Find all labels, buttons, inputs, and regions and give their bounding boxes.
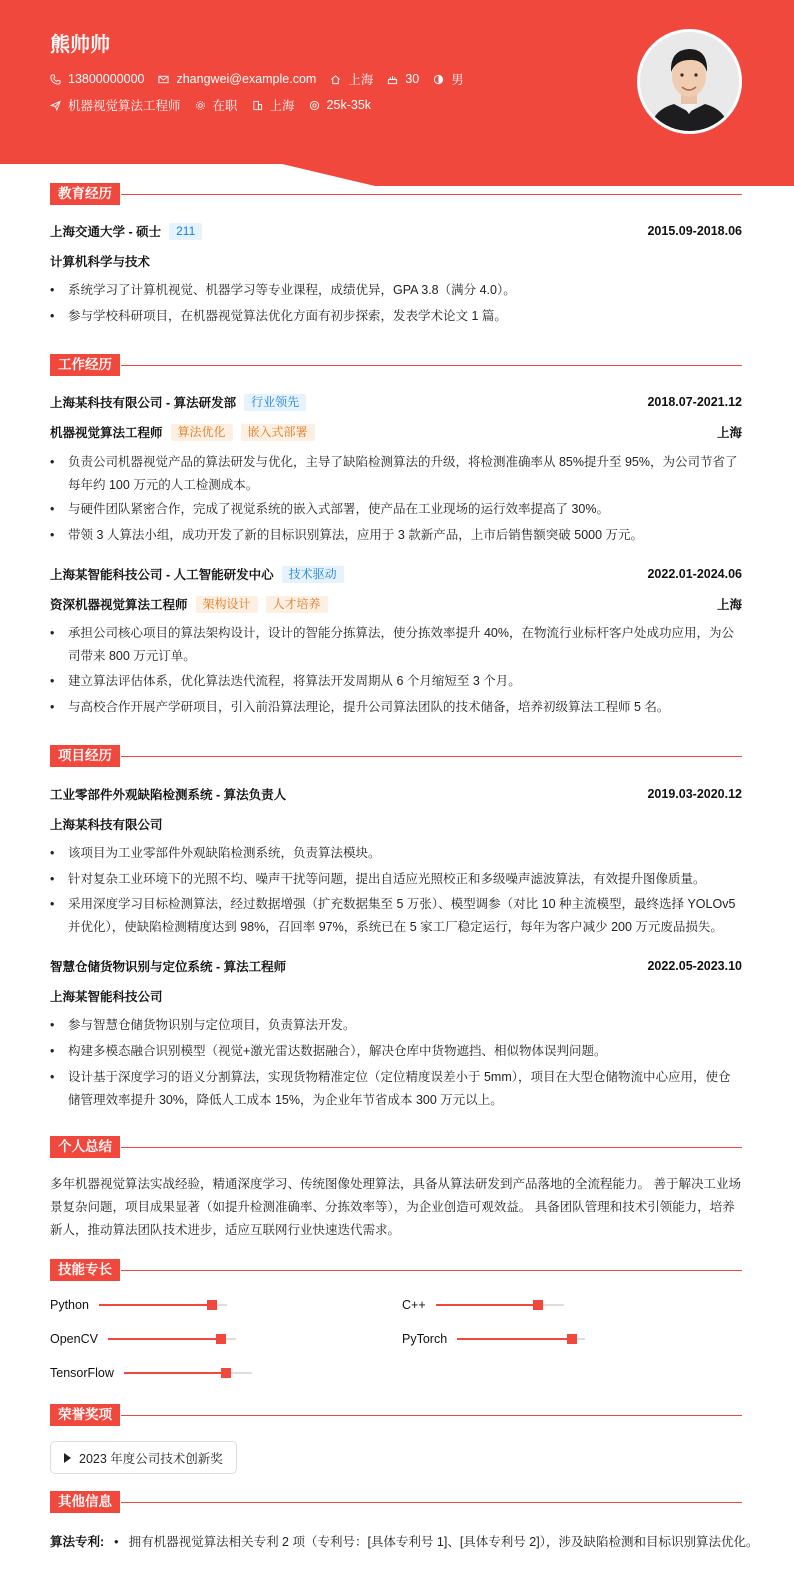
section-other — [50, 1491, 742, 1513]
city-info — [330, 70, 373, 88]
work-role-row — [50, 423, 742, 441]
skill-bar-fill — [436, 1304, 538, 1306]
work-location: 上海 — [716, 426, 742, 440]
section-title: 项目经历 — [50, 745, 120, 767]
section-divider — [121, 1147, 742, 1148]
gender-icon — [433, 74, 444, 85]
skill-bar — [457, 1338, 585, 1340]
home-icon — [330, 74, 341, 85]
contact-row — [50, 70, 478, 88]
skill-bar-knob — [533, 1300, 543, 1310]
section-divider — [121, 1270, 742, 1271]
project-company: 上海某科技有限公司 — [50, 818, 163, 832]
project-date: 2019.03-2020.12 — [647, 787, 742, 801]
role-tag: 算法优化 — [171, 424, 233, 441]
list-item: • 带领 3 人算法小组，成功开发了新的目标识别算法，应用于 3 款新产品，上市后销售额突破 5000 万元。 — [50, 524, 742, 547]
status-text: 在职 — [212, 99, 238, 113]
phone-info — [50, 72, 144, 86]
play-icon — [64, 1453, 71, 1463]
skill-bar-fill — [108, 1338, 221, 1340]
section-education — [50, 183, 742, 205]
education-date: 2015.09-2018.06 — [647, 224, 742, 238]
work-header — [50, 565, 742, 583]
list-item: • 参与智慧仓储货物识别与定位项目，负责算法开发。 — [50, 1014, 742, 1037]
target-job-info — [50, 96, 181, 114]
candidate-name: 熊帅帅 — [50, 34, 110, 56]
building-icon — [252, 100, 263, 111]
section-title: 工作经历 — [50, 354, 120, 376]
resume-header — [0, 0, 794, 186]
avatar-photo — [640, 32, 739, 131]
bullet-dot: • — [114, 1535, 119, 1549]
status-info — [195, 96, 238, 114]
section-divider — [121, 365, 742, 366]
project-header — [50, 957, 742, 975]
award-text: 2023 年度公司技术创新奖 — [79, 1451, 223, 1466]
target-city-info — [252, 96, 295, 114]
company-tag: 行业领先 — [244, 394, 306, 411]
skill-tensorflow — [50, 1366, 252, 1380]
skill-name: Python — [50, 1298, 89, 1312]
work-date: 2022.01-2024.06 — [647, 567, 742, 581]
skill-bar — [124, 1372, 252, 1374]
project-company: 上海某智能科技公司 — [50, 990, 163, 1004]
section-awards — [50, 1404, 742, 1426]
skill-bar-knob — [216, 1334, 226, 1344]
other-info-row — [50, 1531, 758, 1554]
salary-info — [309, 98, 371, 112]
work-date: 2018.07-2021.12 — [647, 395, 742, 409]
project-name: 智慧仓储货物识别与定位系统 - 算法工程师 — [50, 960, 287, 974]
section-project — [50, 745, 742, 767]
project-name: 工业零部件外观缺陷检测系统 - 算法负责人 — [50, 788, 287, 802]
project-date: 2022.05-2023.10 — [647, 959, 742, 973]
company-name: 上海某智能科技公司 - 人工智能研发中心 — [50, 568, 274, 582]
skill-python — [50, 1298, 227, 1312]
list-item: • 设计基于深度学习的语义分割算法，实现货物精准定位（定位精度误差小于 5mm），项目在大型仓储物流中心应用，使仓储管理效率提升 30%，降低人工成本 15%，为企业年节省成本 300 万元以上。 — [50, 1066, 742, 1112]
role-title: 机器视觉算法工程师 — [50, 426, 163, 440]
section-divider — [121, 194, 742, 195]
section-summary — [50, 1136, 742, 1158]
skill-bar-fill — [99, 1304, 212, 1306]
role-tag: 架构设计 — [196, 596, 258, 613]
city-text: 上海 — [348, 73, 374, 87]
list-item: • 与高校合作开展产学研项目，引入前沿算法理论，提升公司算法团队的技术储备，培养初级算法工程师 5 名。 — [50, 696, 742, 719]
other-text: 拥有机器视觉算法相关专利 2 项（专利号：[具体专利号 1]、[具体专利号 2]），涉及缺陷检测和目标识别算法优化。 — [128, 1535, 759, 1549]
skill-pytorch — [402, 1332, 585, 1346]
email-text: zhangwei@example.com — [176, 72, 317, 86]
company-tag: 技术驱动 — [282, 566, 344, 583]
skill-bar-knob — [221, 1368, 231, 1378]
work-role-row — [50, 595, 742, 613]
section-title: 教育经历 — [50, 183, 120, 205]
list-item: • 参与学校科研项目，在机器视觉算法优化方面有初步探索，发表学术论文 1 篇。 — [50, 305, 742, 328]
salary-text: 25k-35k — [326, 98, 372, 112]
education-header — [50, 222, 742, 240]
major: 计算机科学与技术 — [50, 255, 151, 269]
list-item: • 与硬件团队紧密合作，完成了视觉系统的嵌入式部署，使产品在工业现场的运行效率提高了 30%。 — [50, 498, 742, 521]
skill-name: C++ — [402, 1298, 426, 1312]
job-intent-row — [50, 96, 385, 114]
avatar — [637, 29, 742, 134]
skill-name: OpenCV — [50, 1332, 98, 1346]
skill-bar-fill — [457, 1338, 572, 1340]
school-name: 上海交通大学 - 硕士 — [50, 225, 162, 239]
gender-text: 男 — [451, 73, 464, 87]
section-title: 其他信息 — [50, 1491, 120, 1513]
work-header — [50, 393, 742, 411]
email-info — [158, 72, 316, 86]
skill-name: TensorFlow — [50, 1366, 114, 1380]
phone-icon — [50, 74, 61, 85]
skill-bar — [436, 1304, 564, 1306]
company-name: 上海某科技有限公司 - 算法研发部 — [50, 396, 237, 410]
award-item — [50, 1441, 237, 1474]
list-item: • 负责公司机器视觉产品的算法研发与优化，主导了缺陷检测算法的升级，将检测准确率从 85%提升至 95%，为公司节省了每年约 100 万元的人工检测成本。 — [50, 451, 742, 497]
skill-bar-fill — [124, 1372, 226, 1374]
age-text: 30 — [405, 72, 420, 86]
email-icon — [158, 74, 169, 85]
age-info — [387, 72, 419, 86]
section-title: 个人总结 — [50, 1136, 120, 1158]
skill-bar-knob — [207, 1300, 217, 1310]
section-divider — [121, 1415, 742, 1416]
role-tag: 人才培养 — [266, 596, 328, 613]
list-item: • 系统学习了计算机视觉、机器学习等专业课程，成绩优异，GPA 3.8（满分 4.0）。 — [50, 279, 742, 302]
summary-text: 多年机器视觉算法实战经验，精通深度学习、传统图像处理算法，具备从算法研发到产品落地的全流程能力。 善于解决工业场景复杂问题，项目成果显著（如提升检测准确率、分拣效率等），为企业创造可观效益。 具备团队管理和技术引领能力，培养新人，推动算法团队技术进步，适应互联网行业快速迭代需求。 — [50, 1177, 741, 1237]
section-title: 技能专长 — [50, 1259, 120, 1281]
gender-info — [433, 70, 464, 88]
send-icon — [50, 100, 61, 111]
cake-icon — [387, 74, 398, 85]
project-company-row — [50, 815, 742, 833]
section-title: 荣誉奖项 — [50, 1404, 120, 1426]
target-job-text: 机器视觉算法工程师 — [68, 99, 181, 113]
list-item: • 该项目为工业零部件外观缺陷检测系统，负责算法模块。 — [50, 842, 742, 865]
project-header — [50, 785, 742, 803]
phone-text: 13800000000 — [68, 72, 145, 86]
project-company-row — [50, 987, 742, 1005]
skill-opencv — [50, 1332, 236, 1346]
gear-icon — [195, 100, 206, 111]
section-skills — [50, 1259, 742, 1281]
other-label: 算法专利: — [50, 1535, 105, 1549]
skill-bar — [108, 1338, 236, 1340]
list-item: • 承担公司核心项目的算法架构设计，设计的智能分拣算法，使分拣效率提升 40%，在物流行业标杆客户处成功应用，为公司带来 800 万元订单。 — [50, 622, 742, 668]
role-tag: 嵌入式部署 — [241, 424, 315, 441]
work-location: 上海 — [716, 598, 742, 612]
education-major-row — [50, 252, 742, 270]
skill-bar-knob — [567, 1334, 577, 1344]
target-city-text: 上海 — [269, 99, 295, 113]
section-divider — [121, 756, 742, 757]
skill-bar — [99, 1304, 227, 1306]
list-item: • 建立算法评估体系，优化算法迭代流程，将算法开发周期从 6 个月缩短至 3 个月。 — [50, 670, 742, 693]
coin-icon — [309, 100, 320, 111]
list-item: • 针对复杂工业环境下的光照不均、噪声干扰等问题，提出自适应光照校正和多级噪声滤波算法，有效提升图像质量。 — [50, 868, 742, 891]
list-item: • 采用深度学习目标检测算法，经过数据增强（扩充数据集至 5 万张）、模型调参（对比 10 种主流模型，最终选择 YOLOv5 并优化），使缺陷检测精度达到 98%，召回率 97%，系统已在 5 家工厂稳定运行，每年为客户减少 200 万元废品损失。 — [50, 893, 742, 939]
list-item: • 构建多模态融合识别模型（视觉+激光雷达数据融合），解决仓库中货物遮挡、相似物体误判问题。 — [50, 1040, 742, 1063]
section-work — [50, 354, 742, 376]
role-title: 资深机器视觉算法工程师 — [50, 598, 188, 612]
skill-cpp — [402, 1298, 564, 1312]
section-divider — [121, 1502, 742, 1503]
school-tag: 211 — [169, 223, 202, 240]
skill-name: PyTorch — [402, 1332, 448, 1346]
